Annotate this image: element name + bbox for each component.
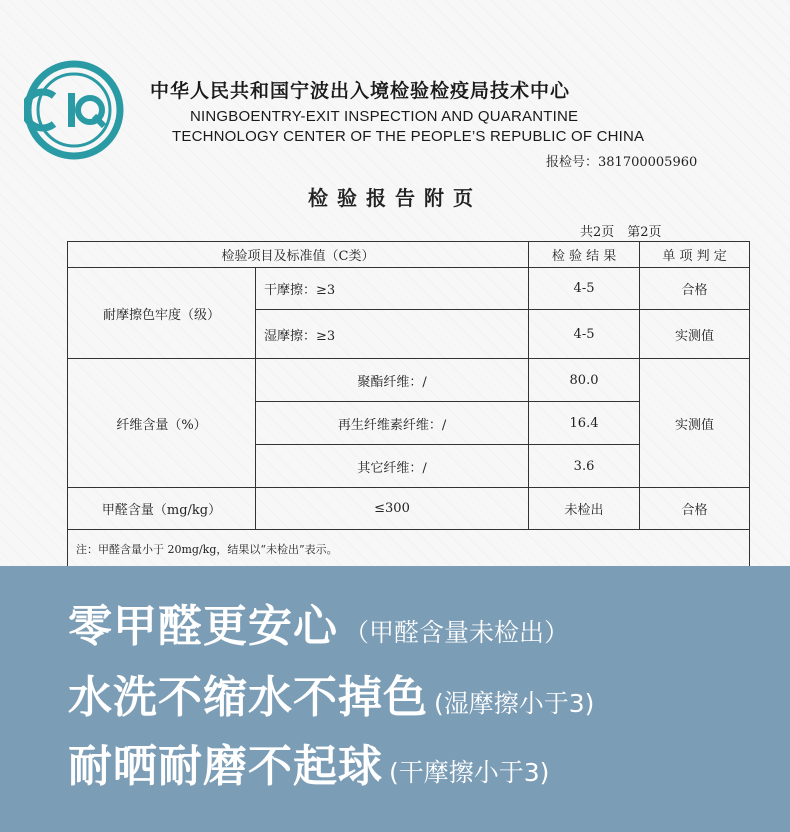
result-regenerated-cellulose: 16.4	[529, 402, 640, 445]
banner-line-2-main: 水洗不缩水不掉色	[68, 672, 428, 723]
verdict-formaldehyde: 合格	[640, 488, 750, 530]
banner-line-1	[68, 590, 569, 654]
item-dry-rub: 干摩擦：≥3	[256, 268, 529, 310]
verdict-dry-rub: 合格	[640, 268, 750, 310]
header-verdict: 单 项 判 定	[640, 242, 750, 268]
table-row	[68, 488, 750, 530]
table-row	[68, 359, 750, 402]
table-note-row	[68, 530, 750, 568]
banner-line-2	[68, 661, 594, 725]
item-formaldehyde: 甲醛含量（mg/kg）	[68, 488, 256, 530]
item-polyester: 聚酯纤维：/	[256, 359, 529, 402]
group-fiber-content: 纤维含量（%）	[68, 359, 256, 488]
table-row	[68, 268, 750, 310]
inspection-table	[67, 241, 750, 568]
header-item: 检验项目及标准值（C类）	[68, 242, 529, 268]
table-header-row	[68, 242, 750, 268]
item-other-fiber: 其它纤维：/	[256, 445, 529, 488]
banner-line-3	[68, 730, 549, 794]
org-name-en-line1: NINGBOENTRY-EXIT INSPECTION AND QUARANTINE	[190, 108, 579, 125]
org-name-cn: 中华人民共和国宁波出入境检验检疫局技术中心	[150, 80, 571, 102]
result-formaldehyde: 未检出	[529, 488, 640, 530]
result-polyester: 80.0	[529, 359, 640, 402]
banner-line-3-main: 耐晒耐磨不起球	[68, 741, 383, 792]
item-regenerated-cellulose: 再生纤维素纤维：/	[256, 402, 529, 445]
banner-line-2-sub: (湿摩擦小于3)	[434, 689, 595, 718]
result-wet-rub: 4-5	[529, 310, 640, 359]
result-other-fiber: 3.6	[529, 445, 640, 488]
banner-line-1-main: 零甲醛更安心	[68, 601, 338, 652]
verdict-fiber: 实测值	[640, 359, 750, 488]
page-number: 共2页 第2页	[580, 225, 662, 240]
ciq-logo	[24, 60, 124, 160]
org-name-en-line2: TECHNOLOGY CENTER OF THE PEOPLE’S REPUBLIC OF CHINA	[172, 128, 645, 145]
report-number: 报检号：381700005960	[546, 155, 698, 170]
item-wet-rub: 湿摩擦：≥3	[256, 310, 529, 359]
std-formaldehyde: ≤300	[256, 488, 529, 530]
banner-line-3-sub: (干摩擦小于3)	[389, 758, 550, 787]
header-result: 检 验 结 果	[529, 242, 640, 268]
page-title: 检验报告附页	[308, 186, 482, 210]
result-dry-rub: 4-5	[529, 268, 640, 310]
verdict-wet-rub: 实测值	[640, 310, 750, 359]
banner-line-1-sub: （甲醛含量未检出）	[344, 618, 570, 647]
table-note: 注：甲醛含量小于 20mg/kg，结果以“未检出”表示。	[68, 530, 750, 568]
group-rub-fastness: 耐摩擦色牢度（级）	[68, 268, 256, 359]
